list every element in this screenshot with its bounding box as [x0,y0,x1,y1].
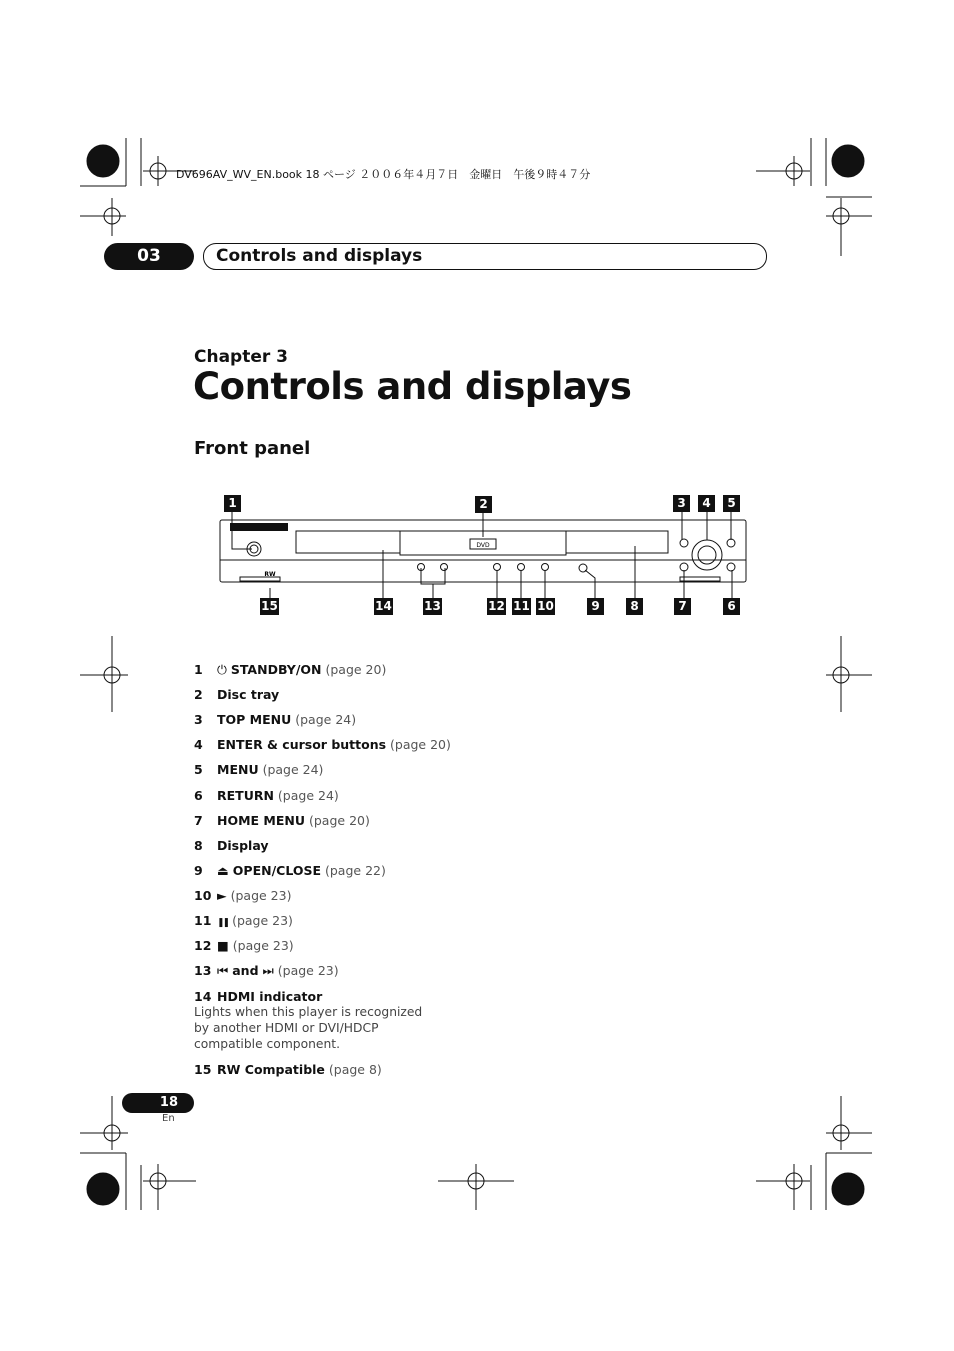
eject-icon: ⏏ [217,863,229,878]
list-item: 13 ⏮ and ⏭ (page 23) [194,963,339,978]
callout-6: 6 [723,598,740,615]
callout-10: 10 [537,599,554,613]
callout-15: 15 [261,599,278,613]
callout-9: 9 [587,598,604,615]
callout-2: 2 [475,496,492,513]
list-item: 1 ⏻ STANDBY/ON (page 20) [194,662,387,677]
chapter-label: Chapter 3 [194,347,289,367]
chapter-number-badge: 03 [104,243,194,270]
callout-14: 14 [375,599,392,613]
next-icon: ⏭ [262,963,274,978]
list-item: 9 ⏏ OPEN/CLOSE (page 22) [194,863,386,878]
stop-icon: ■ [217,938,229,953]
callout-13: 13 [424,599,441,613]
callout-1: 1 [224,495,241,512]
list-item: 14 HDMI indicator Lights when this player is recognized by another HDMI or DVI/HDCP compatible component. [194,989,439,1052]
list-item: 3 TOP MENU (page 24) [194,712,357,727]
previous-icon: ⏮ [217,963,229,978]
list-item: 4 ENTER & cursor buttons (page 20) [194,737,451,752]
list-item: 8 Display [194,838,269,853]
chapter-bar-title: Controls and displays [216,246,423,266]
rw-logo: RW [264,571,276,578]
callout-11: 11 [513,599,530,613]
hdmi-description: Lights when this player is recognized by another HDMI or DVI/HDCP compatible component. [194,1005,423,1051]
play-icon: ► [217,888,227,903]
dvd-logo: DVD [476,542,490,549]
callout-5: 5 [723,495,740,512]
callout-3: 3 [673,495,690,512]
page-language: En [162,1113,175,1124]
callout-4: 4 [698,495,715,512]
list-item: 5 MENU (page 24) [194,762,324,777]
callout-12: 12 [488,599,505,613]
list-item: 7 HOME MENU (page 20) [194,813,370,828]
list-item: 6 RETURN (page 24) [194,788,339,803]
page-title: Controls and displays [193,365,632,408]
list-item: 12 ■ (page 23) [194,938,294,953]
list-item: 15 RW Compatible (page 8) [194,1062,382,1077]
list-item: 11 ❚❚ (page 23) [194,913,293,928]
standby-icon: ⏻ [217,662,227,677]
list-item: 10 ► (page 23) [194,888,292,903]
pause-icon: ❚❚ [217,918,229,928]
callout-7: 7 [674,598,691,615]
page-number-badge: 18 [122,1093,194,1113]
list-item: 2 Disc tray [194,687,280,702]
callout-8: 8 [626,598,643,615]
file-info-header: DV696AV_WV_EN.book 18 ページ ２００６年４月７日 金曜日 午後９時４７分 [176,168,591,181]
section-title: Front panel [194,438,311,459]
